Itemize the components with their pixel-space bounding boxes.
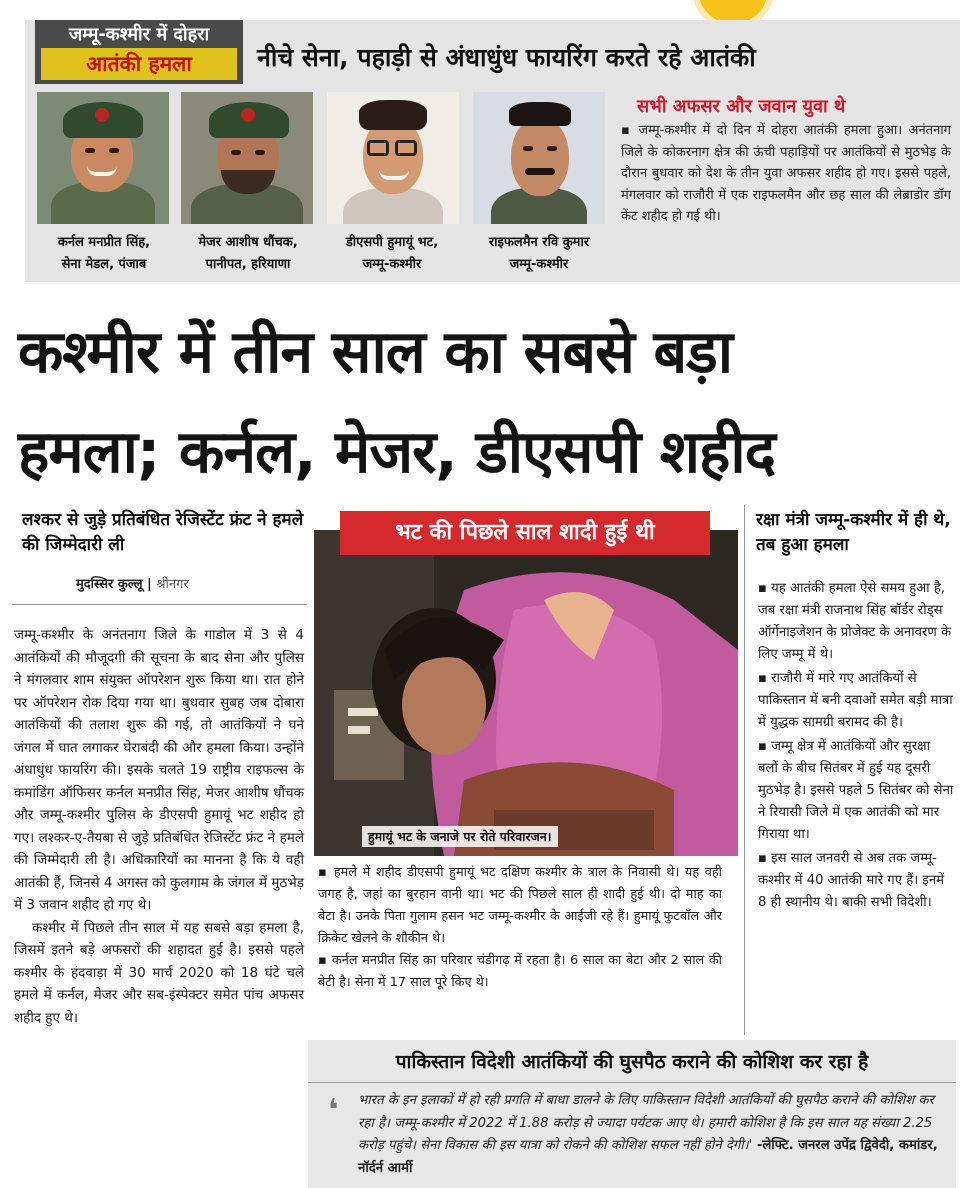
portrait-rifleman [473, 92, 605, 224]
center-bullet-item: ▪ हमले में शहीद डीएसपी हुमायूं भट दक्षिण कश्मीर के त्राल के निवासी थे। यह वही जगह है, जहां का बुरहान वानी था। भट की पिछले साल ही शादी हुई थी। दो माह का बेटा है। उनके पिता गुलाम हसन भट जम्मू-कश्मीर के आईजी रहे हैं। हुमायूं फुटबॉल और क्रिकेट खेलने के शौकीन थे। [318, 865, 722, 946]
caption-colonel [20, 232, 188, 276]
byline-separator: | [142, 577, 157, 592]
caption-rifleman-name: राइफलमैन रवि कुमार [488, 235, 590, 250]
caption-rifleman [455, 232, 623, 276]
kicker-box [35, 20, 243, 84]
right-bullet-item: ▪ इस साल जनवरी से अब तक जम्मू-कश्मीर में 40 आतंकी मारे गए हैं। इनमें 8 ही स्थानीय थे। बाकी सभी विदेशी। [758, 851, 945, 910]
red-subheading: सभी अफसर और जवान युवा थे [637, 96, 846, 117]
quote-box [308, 1040, 956, 1188]
quote-text-block [358, 1090, 948, 1180]
article-paragraph: कश्मीर में पिछले तीन साल में यह सबसे बड़ा हमला है, जिसमें इतने बड़े अफसरों की शहादत हुई है। इससे पहले कश्मीर के हंदवाड़ा में 30 मार्च 2020 को 18 घंटे चले हमले में कर्नल, मेजर और सब-इंस्पेक्टर समेत पांच अफसर शहीद हुए थे। [14, 919, 304, 1026]
byline-place: श्रीनगर [156, 577, 189, 592]
divider [12, 604, 307, 605]
left-subheading: लश्कर से जुड़े प्रतिबंधित रेजिस्टेंट फ्रंट ने हमले की जिम्मेदारी ली [22, 510, 304, 555]
quote-text: भारत के इन इलाकों में हो रही प्रगति में बाधा डालने के लिए पाकिस्तान विदेशी आतंकियों की घुसपैठ कराने की कोशिश कर रहा है। जम्मू-कश्मीर में 2022 में 1.88 करोड़ से ज्यादा पर्यटक आए थे। हमारी कोशिश है कि इस साल यह संख्या 2.25 करोड़ पहुंचे। सेना विकास की इस यात्रा को रोकने की कोशिश सफल नहीं होने देगी।' [358, 1093, 934, 1153]
center-bullet-item: ▪ कर्नल मनप्रीत सिंह का परिवार चंडीगढ़ में रहता है। 6 साल का बेटा और 2 साल की बेटी है। सेना में 17 साल पूरे किए थे। [318, 953, 722, 990]
top-story-panel [25, 20, 960, 282]
right-bullet-item: ▪ जम्मू क्षेत्र में आतंकियों और सुरक्षा बलों के बीच सितंबर में हुई यह दूसरी मुठभेड़ है। इससे पहले 5 सितंबर को सेना ने रियासी जिले में एक आतंकी को मार गिराया था। [758, 739, 954, 842]
right-bullet-item: ▪ यह आतंकी हमला ऐसे समय हुआ है, जब रक्षा मंत्री राजनाथ सिंह बॉर्डर रोड्स ऑर्गेनाइजेशन के प्रोजेक्ट के अनावरण के लिए जम्मू में थे। [758, 581, 952, 662]
caption-major-name: मेजर आशीष धौंचक, [198, 235, 298, 250]
byline-author: मुदस्सिर कुल्लू [76, 577, 143, 592]
caption-rifleman-detail: जम्मू-कश्मीर [509, 257, 569, 272]
photo-caption: हुमायूं भट के जनाजे पर रोते परिवारजन। [362, 826, 558, 847]
caption-major-detail: पानीपत, हरियाणा [205, 257, 291, 272]
caption-colonel-detail: सेना मेडल, पंजाब [61, 257, 147, 272]
right-bullet-item: ▪ राजौरी में मारे गए आतंकियों से पाकिस्तान में बनी दवाओं समेत बड़ी मात्रा में युद्धक सामग्री बरामद की है। [758, 671, 953, 730]
funeral-photo [314, 530, 738, 856]
caption-dsp [308, 232, 476, 276]
portrait-colonel [37, 92, 169, 224]
top-story-text: ▪ जम्मू-कश्मीर में दो दिन में दोहरा आतंकी हमला हुआ। अनंतनाग जिले के कोकरनाग क्षेत्र की ऊंची पहाड़ियों पर आतंकियों से मुठभेड़ के दौरान बुधवार को देश के तीन युवा अफसर शहीद हो गए। इससे पहले, मंगलवार को राजौरी में एक राइफलमैन और छह साल की लेब्राडोर डॉग केंट शहीद हो गई थी। [621, 123, 951, 224]
caption-dsp-name: डीएसपी हुमायूं भट, [345, 235, 439, 250]
center-bullets [318, 862, 722, 994]
kicker-line-1: जम्मू-कश्मीर में दोहरा [68, 24, 210, 45]
top-headline: नीचे सेना, पहाड़ी से अंधाधुंध फायरिंग करते रहे आतंकी [257, 43, 756, 72]
quote-icon: ❛ [328, 1093, 339, 1128]
portrait-dsp [327, 92, 459, 224]
column-divider [744, 505, 745, 1035]
divider [308, 1082, 956, 1083]
article-paragraph: जम्मू-कश्मीर के अनंतनाग जिले के गाडोल में 3 से 4 आतंकियों की मौजूदगी की सूचना के बाद सेना और पुलिस ने मंगलवार शाम संयुक्त ऑपरेशन शुरू किया था। रात होने पर ऑपरेशन रोक दिया गया था। बुधवार सुबह जब दोबारा आतंकियों की तलाश शुरू की गई, तो आतंकियों ने घने जंगल में घात लगाकर घेराबंदी की और हमला किया। उन्होंने अंधाधुंध फायरिंग की। इसके चलते 19 राष्ट्रीय राइफल्स के कमांडिंग ऑफिसर कर्नल मनप्रीत सिंह, मेजर आशीष धौंचक और जम्मू-कश्मीर पुलिस के डीएसपी हुमायूं भट शहीद हो गए। लश्कर-ए-तैयबा से जुड़े प्रतिबंधित रेजिस्टेंट फ्रंट ने हमले की जिम्मेदारी ली है। अधिकारियों का मानना है कि ये वही आतंकी हैं, जिनसे 4 अगस्त को कुलगाम के जंगल में मुठभेड़ में 3 जवान शहीद हो गए थे। [14, 627, 304, 913]
byline [76, 574, 189, 592]
caption-colonel-name: कर्नल मनप्रीत सिंह, [57, 235, 151, 250]
portrait-major [181, 92, 313, 224]
quote-attribution: -लेफ्टि. जनरल उपेंद्र द्विवेदी, कमांडर, नॉर्दर्न आर्मी [358, 1138, 938, 1176]
caption-major [164, 232, 332, 276]
right-bullets [758, 578, 954, 916]
caption-dsp-detail: जम्मू-कश्मीर [362, 257, 422, 272]
funeral-photo-illustration [314, 530, 738, 856]
kicker-line-2: आतंकी हमला [41, 48, 237, 80]
main-headline-line-1: कश्मीर में तीन साल का सबसे बड़ा [18, 317, 733, 386]
photo-headline-tag: भट की पिछले साल शादी हुई थी [340, 511, 710, 555]
main-headline-line-2: हमला; कर्नल, मेजर, डीएसपी शहीद [18, 417, 775, 486]
right-heading: रक्षा मंत्री जम्मू-कश्मीर में ही थे, तब हुआ हमला [756, 510, 951, 555]
quote-box-title: पाकिस्तान विदेशी आतंकियों की घुसपैठ कराने की कोशिश कर रहा है [395, 1051, 869, 1073]
left-article-body [14, 624, 304, 1029]
